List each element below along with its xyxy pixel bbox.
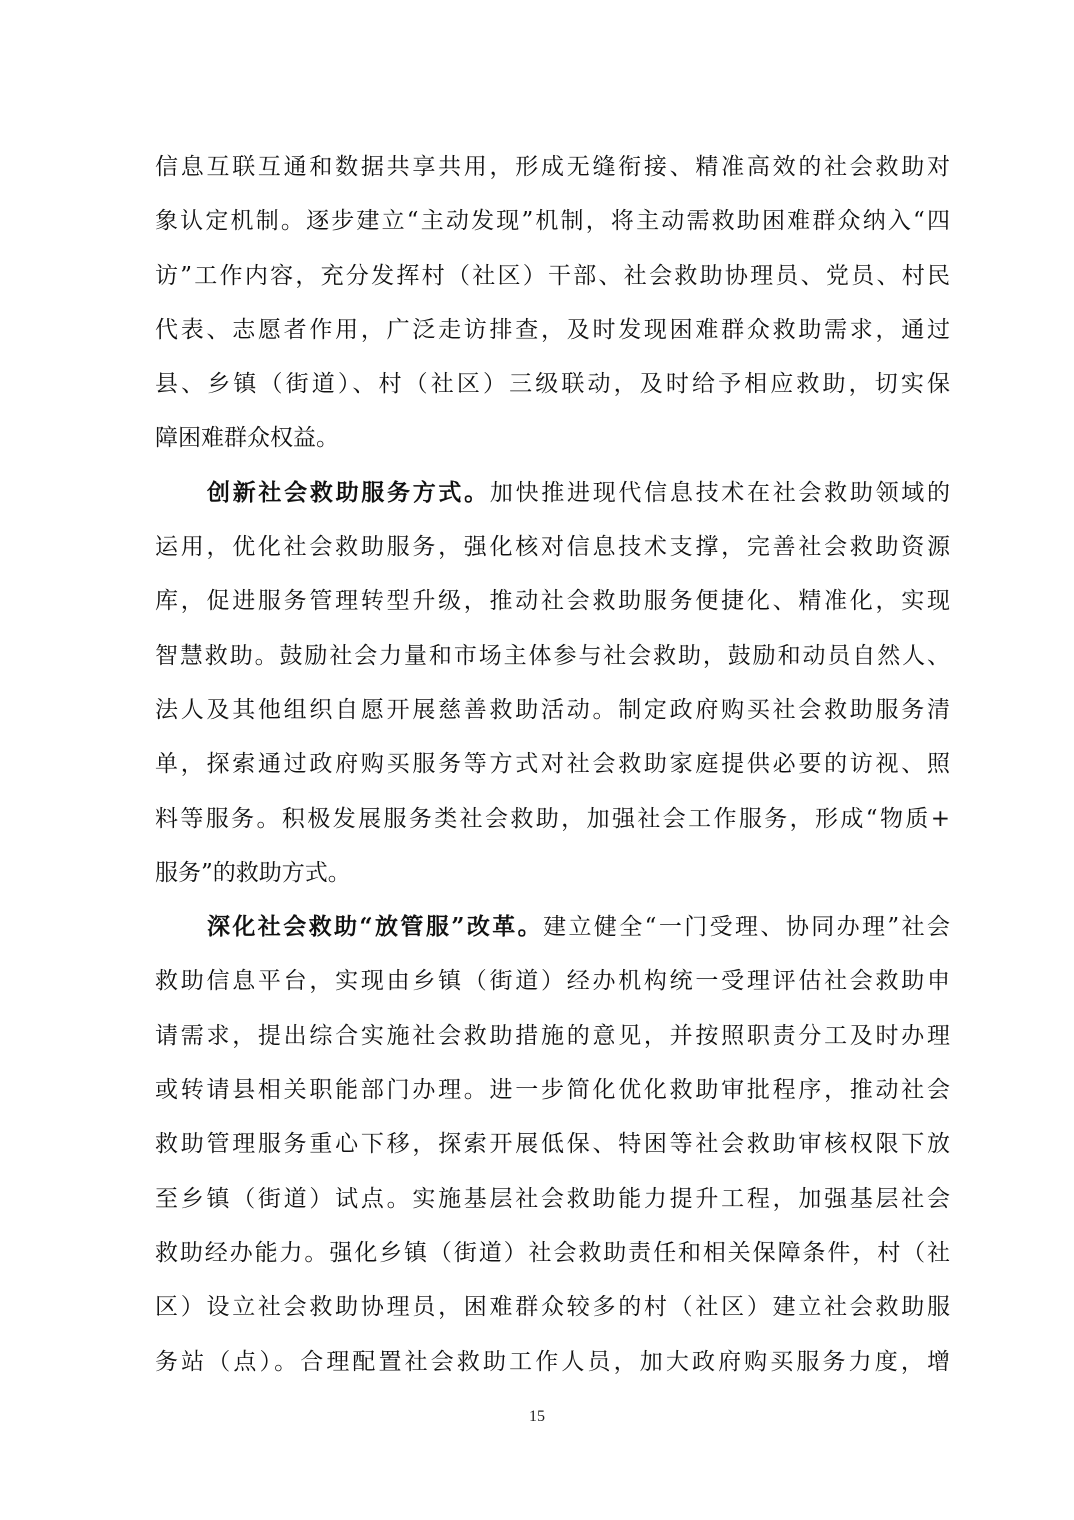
text-line: 法人及其他组织自愿开展慈善救助活动。制定政府购买社会救助服务清 [155, 696, 950, 723]
text-line: 救助信息平台，实现由乡镇（街道）经办机构统一受理评估社会救助申 [155, 968, 950, 995]
paragraph-first-line [155, 466, 950, 520]
paragraph-2 [155, 466, 950, 900]
paragraph-heading: 深化社会救助“放管服”改革。 [207, 913, 544, 941]
text-line: 单，探索通过政府购买服务等方式对社会救助家庭提供必要的访视、照 [155, 751, 950, 778]
text-line: 代表、志愿者作用，广泛走访排查，及时发现困难群众救助需求，通过 [155, 316, 950, 343]
text-line: 库，促进服务管理转型升级，推动社会救助服务便捷化、精准化，实现 [155, 588, 950, 615]
text-line: 障困难群众权益。 [155, 425, 339, 452]
text-line: 县、乡镇（街道）、村（社区）三级联动，及时给予相应救助，切实保 [155, 371, 950, 398]
paragraph-3 [155, 900, 950, 1389]
text-line: 救助经办能力。强化乡镇（街道）社会救助责任和相关保障条件，村（社 [155, 1239, 950, 1266]
text-line: 至乡镇（街道）试点。实施基层社会救助能力提升工程，加强基层社会 [155, 1185, 950, 1212]
text-line: 服务”的救助方式。 [155, 859, 351, 886]
text-line: 运用，优化社会救助服务，强化核对信息技术支撑，完善社会救助资源 [155, 534, 950, 561]
text-line: 请需求，提出综合实施社会救助措施的意见，并按照职责分工及时办理 [155, 1022, 950, 1049]
text-line: 务站（点）。合理配置社会救助工作人员，加大政府购买服务力度，增 [155, 1348, 950, 1375]
text-line: 象认定机制。逐步建立“主动发现”机制，将主动需救助困难群众纳入“四 [155, 208, 950, 235]
paragraph-heading: 创新社会救助服务方式。 [207, 478, 490, 506]
page-number: 15 [529, 1408, 545, 1425]
text-line: 信息互联互通和数据共享共用，形成无缝衔接、精准高效的社会救助对 [155, 154, 950, 180]
paragraph-first-line [155, 900, 950, 954]
text-line: 或转请县相关职能部门办理。进一步简化优化救助审批程序，推动社会 [155, 1077, 950, 1104]
paragraph-1 [155, 140, 950, 466]
text-line: 救助管理服务重心下移，探索开展低保、特困等社会救助审核权限下放 [155, 1131, 950, 1158]
text-line: 料等服务。积极发展服务类社会救助，加强社会工作服务，形成“物质+ [155, 805, 950, 832]
paragraph-first-line-text: 加快推进现代信息技术在社会救助领域的 [489, 479, 951, 506]
body-text [155, 140, 950, 1389]
text-line: 区）设立社会救助协理员，困难群众较多的村（社区）建立社会救助服 [155, 1294, 950, 1321]
text-line: 智慧救助。鼓励社会力量和市场主体参与社会救助，鼓励和动员自然人、 [155, 642, 950, 669]
paragraph-first-line-text: 建立健全“一门受理、协同办理”社会 [543, 914, 950, 941]
text-line: 访”工作内容，充分发挥村（社区）干部、社会救助协理员、党员、村民 [155, 262, 950, 289]
